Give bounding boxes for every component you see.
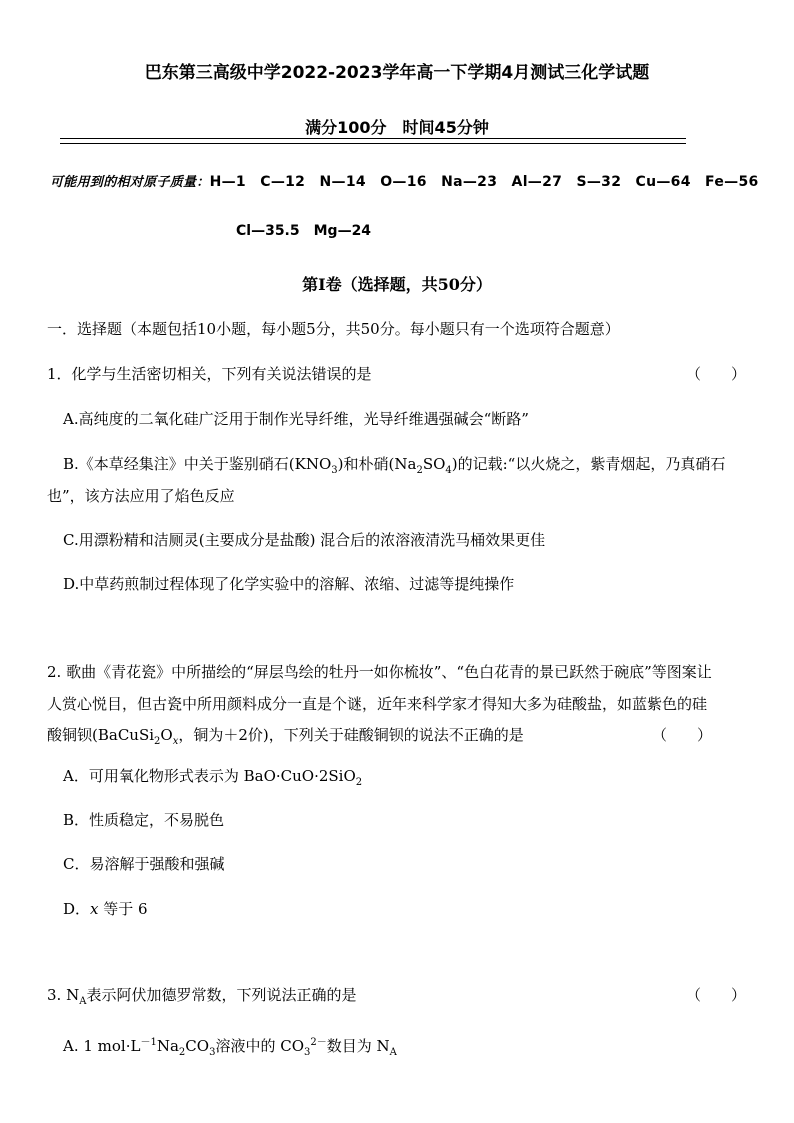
atomic-masses-label: 可能用到的相对原子质量： — [50, 175, 210, 190]
score-time-line: 满分100分 时间45分钟 — [305, 118, 489, 137]
question-2-option-b: B．性质稳定，不易脱色 — [63, 811, 225, 829]
question-2-option-c: C．易溶解于强酸和强碱 — [63, 855, 225, 873]
section-title: 第Ⅰ卷（选择题，共50分） — [302, 275, 492, 294]
section-instruction: 一．选择题（本题包括10小题，每小题5分，共50分。每小题只有一个选项符合题意） — [47, 320, 620, 338]
exam-title: 巴东第三高级中学2022-2023学年高一下学期4月测试三化学试题 — [144, 63, 650, 83]
question-2-option-a: A．可用氧化物形式表示为 BaO·CuO·2SiO$_2$ — [63, 767, 363, 788]
question-1-option-a: A.高纯度的二氧化硅广泛用于制作光导纤维，光导纤维遇强碱会“断路” — [63, 410, 529, 428]
question-1-answer-paren: （ ） — [686, 365, 747, 383]
question-1-option-d: D.中草药煎制过程体现了化学实验中的溶解、浓缩、过滤等提纯操作 — [63, 575, 515, 593]
header-divider-thin — [60, 143, 686, 144]
question-1-stem: 1．化学与生活密切相关，下列有关说法错误的是 — [47, 365, 372, 383]
question-3-stem: 3. $N_A$表示阿伏加德罗常数，下列说法正确的是 — [47, 986, 357, 1007]
question-1-option-c: C.用漂粉精和洁厕灵(主要成分是盐酸) 混合后的浓溶液清洗马桶效果更佳 — [63, 531, 546, 549]
atomic-masses-line-1 — [50, 171, 759, 191]
question-3-option-a: A. 1 $mol\cdot L^{-1}Na_2CO_3$溶液中的 $CO_3^{2-}$数目为 $N_A$ — [63, 1037, 397, 1058]
question-2-answer-paren: （ ） — [652, 726, 713, 744]
question-2-stem-line-1: 2. 歌曲《青花瓷》中所描绘的“屏层鸟绘的牡丹一如你梳妆”、“色白花青的景已跃然于碗底”等图案让 — [47, 663, 712, 681]
question-2-stem-line-3: 酸铜钡($BaCuSi_2O_x$，铜为＋2价)，下列关于硅酸铜钡的说法不正确的是 — [47, 726, 524, 747]
header-divider-thick — [60, 138, 686, 139]
question-2-stem-line-2: 人赏心悦目，但古瓷中所用颜料成分一直是个谜，近年来科学家才得知大多为硅酸盐，如蓝紫色的硅 — [47, 695, 708, 713]
question-1-option-b-cont: 也”，该方法应用了焰色反应 — [47, 487, 235, 505]
question-1-option-b: B.《本草经集注》中关于鉴别硝石$(KNO_3)$和朴硝$(Na_2SO_4)$的记载:“以火烧之，紫青烟起，乃真硝石 — [63, 455, 726, 476]
atomic-masses-line-2: Cl—35.5 Mg—24 — [236, 223, 372, 239]
atomic-masses-values-1: H—1 C—12 N—14 O—16 Na—23 Al—27 S—32 Cu—64 Fe—56 — [209, 174, 759, 190]
question-2-option-d: D．x 等于 6 — [63, 900, 148, 918]
question-3-answer-paren: （ ） — [686, 986, 747, 1004]
